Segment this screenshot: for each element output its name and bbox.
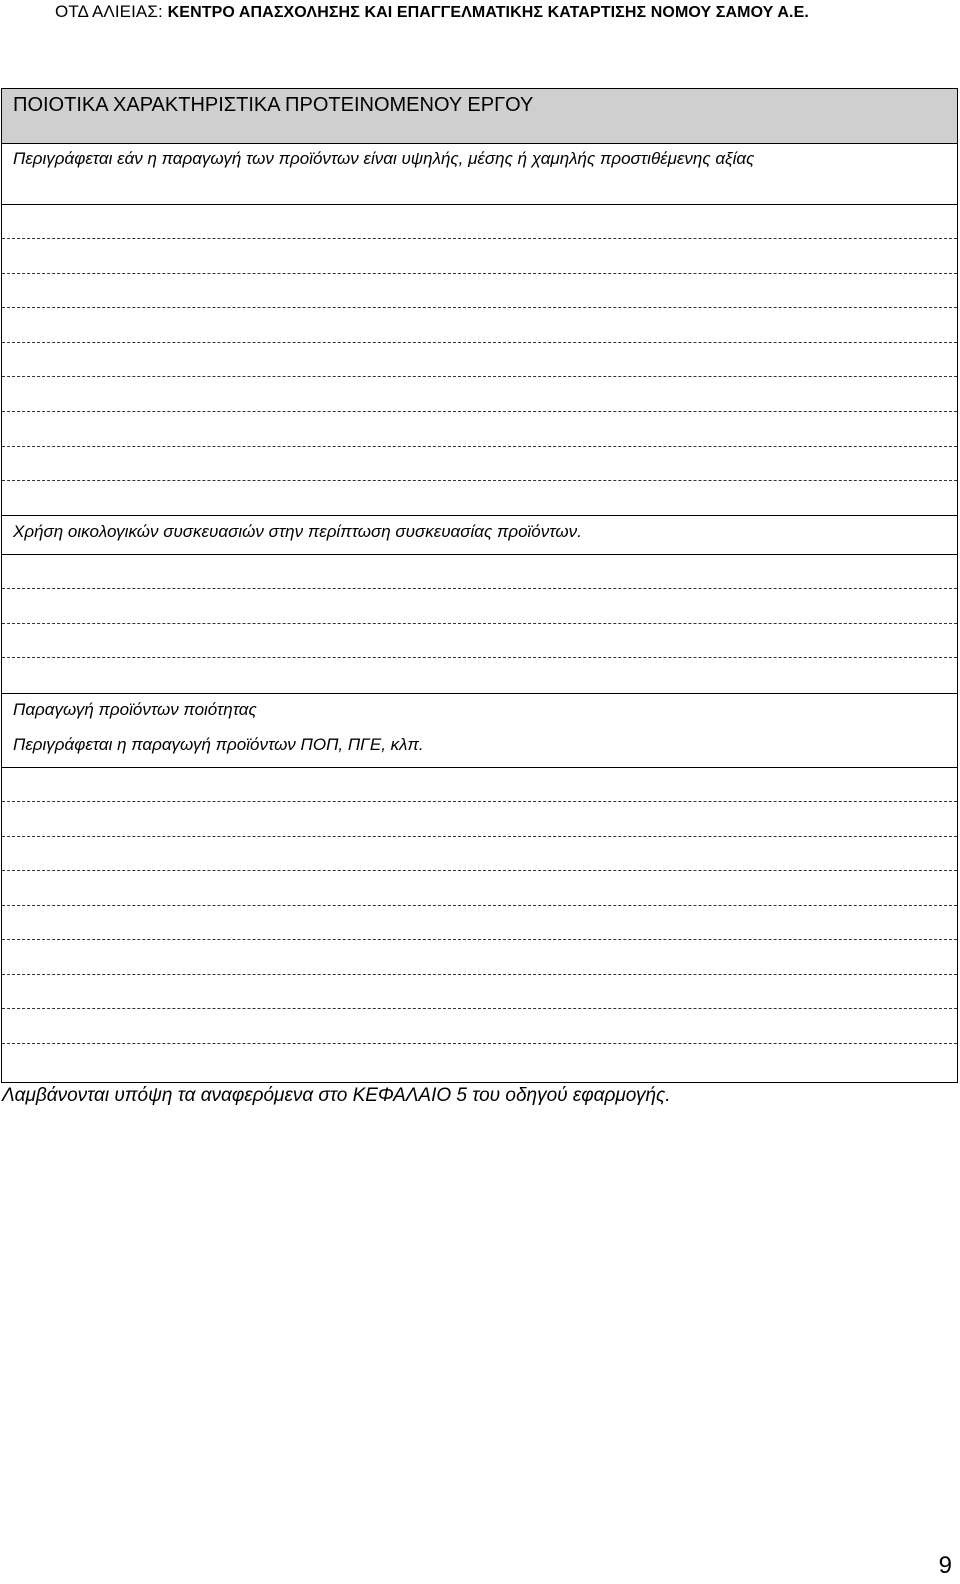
- answer-line: [2, 376, 957, 377]
- page-number: 9: [938, 1552, 952, 1579]
- answer-line: [2, 238, 957, 239]
- question-2-answer-area[interactable]: [1, 554, 958, 694]
- answer-line: [2, 623, 957, 624]
- header-center: ΚΕΝΤΡΟ ΑΠΑΣΧΟΛΗΣΗΣ ΚΑΙ ΕΠΑΓΓΕΛΜΑΤΙΚΗΣ ΚΑΤΑΡΤΙΣΗΣ ΝΟΜΟΥ ΣΑΜΟΥ Α.Ε.: [167, 4, 809, 21]
- answer-line: [2, 588, 957, 589]
- page-header: [55, 2, 809, 22]
- answer-line: [2, 307, 957, 308]
- section-title-row: [1, 88, 958, 144]
- question-1-text: Περιγράφεται εάν η παραγωγή των προϊόντων είναι υψηλής, μέσης ή χαμηλής προστιθέμενης αξίας: [13, 149, 755, 168]
- answer-line: [2, 870, 957, 871]
- answer-line: [2, 801, 957, 802]
- answer-line: [2, 411, 957, 412]
- answer-line: [2, 273, 957, 274]
- answer-line: [2, 480, 957, 481]
- answer-line: [2, 1008, 957, 1009]
- answer-line: [2, 342, 957, 343]
- question-3-text-line-1: Παραγωγή προϊόντων ποιότητας: [13, 700, 257, 719]
- header-agency: ΟΤΔ ΑΛΙΕΙΑΣ:: [55, 2, 163, 21]
- answer-line: [2, 939, 957, 940]
- answer-line: [2, 446, 957, 447]
- question-2-prompt: [1, 515, 958, 555]
- question-3-text-line-2: Περιγράφεται η παραγωγή προϊόντων ΠΟΠ, ΠΓΕ, κλπ.: [13, 735, 424, 754]
- answer-line: [2, 905, 957, 906]
- question-2-text: Χρήση οικολογικών συσκευασιών στην περίπτωση συσκευασίας προϊόντων.: [13, 522, 582, 541]
- answer-line: [2, 974, 957, 975]
- answer-line: [2, 836, 957, 837]
- question-3-prompt: [1, 693, 958, 768]
- answer-line: [2, 657, 957, 658]
- answer-line: [2, 1043, 957, 1044]
- footer-note: Λαμβάνονται υπόψη τα αναφερόμενα στο ΚΕΦΑΛΑΙΟ 5 του οδηγού εφαρμογής.: [2, 1085, 671, 1106]
- question-1-answer-area[interactable]: [1, 204, 958, 516]
- section-title: ΠΟΙΟΤΙΚΑ ΧΑΡΑΚΤΗΡΙΣΤΙΚΑ ΠΡΟΤΕΙΝΟΜΕΝΟΥ ΕΡΓΟΥ: [13, 94, 534, 116]
- question-3-answer-area[interactable]: [1, 767, 958, 1083]
- question-1-prompt: [1, 143, 958, 205]
